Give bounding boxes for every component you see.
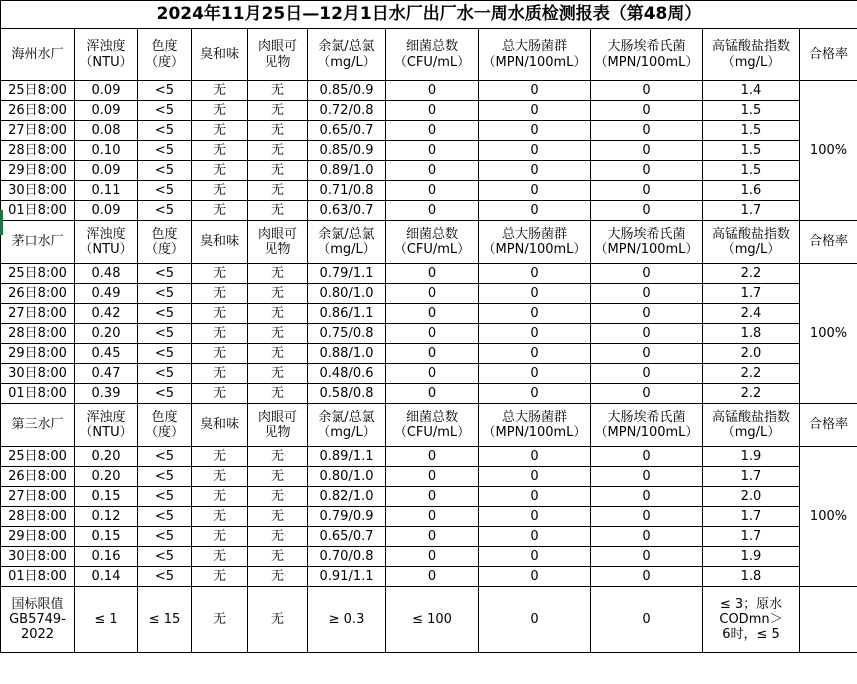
- section-0-row-4-e-coli: 0: [591, 161, 703, 181]
- section-1-header-bacteria-count: 细菌总数 （CFU/mL）: [386, 221, 479, 264]
- section-1-row-0-odor-taste: 无: [192, 264, 248, 284]
- section-0-row-5-total-coliform: 0: [479, 181, 591, 201]
- section-1-row-5-time: 30日8:00: [1, 364, 75, 384]
- section-1-row-1-color: <5: [138, 284, 192, 304]
- section-1-row-0-visible-matter: 无: [248, 264, 308, 284]
- section-2-row-3-color: <5: [138, 507, 192, 527]
- section-0-row-4-permanganate-index: 1.5: [703, 161, 800, 181]
- section-1-row-6-e-coli: 0: [591, 384, 703, 404]
- section-1-row-2-bacteria-count: 0: [386, 304, 479, 324]
- section-2-row-4-visible-matter: 无: [248, 527, 308, 547]
- section-0-row-4-turbidity: 0.09: [75, 161, 138, 181]
- section-1-header-turbidity: 浑浊度 （NTU）: [75, 221, 138, 264]
- section-0-header-e-coli: 大肠埃希氏菌 （MPN/100mL）: [591, 29, 703, 81]
- section-0-row-3-color: <5: [138, 141, 192, 161]
- section-0-row-6-turbidity: 0.09: [75, 201, 138, 221]
- section-0-row-1-visible-matter: 无: [248, 101, 308, 121]
- section-2-row-3-permanganate-index: 1.7: [703, 507, 800, 527]
- section-0-header-bacteria-count: 细菌总数 （CFU/mL）: [386, 29, 479, 81]
- section-1-row-4-residual-chlorine: 0.88/1.0: [308, 344, 386, 364]
- section-1-row-4-odor-taste: 无: [192, 344, 248, 364]
- limit-color: ≤ 15: [138, 587, 192, 653]
- limit-residual-chlorine: ≥ 0.3: [308, 587, 386, 653]
- limit-odor-taste: 无: [192, 587, 248, 653]
- section-2-row-1-odor-taste: 无: [192, 467, 248, 487]
- section-1-row-4-bacteria-count: 0: [386, 344, 479, 364]
- section-1-header-permanganate-index: 高锰酸盐指数 （mg/L）: [703, 221, 800, 264]
- section-1-row-1-total-coliform: 0: [479, 284, 591, 304]
- limit-total-coliform: 0: [479, 587, 591, 653]
- section-2-header-color: 色度 （度）: [138, 404, 192, 447]
- section-2-row-3-total-coliform: 0: [479, 507, 591, 527]
- section-1-row-1-time: 26日8:00: [1, 284, 75, 304]
- section-2-row-1-bacteria-count: 0: [386, 467, 479, 487]
- section-2-row-4-total-coliform: 0: [479, 527, 591, 547]
- section-0-row-1-odor-taste: 无: [192, 101, 248, 121]
- section-0-row-4-total-coliform: 0: [479, 161, 591, 181]
- section-0-header-visible-matter: 肉眼可 见物: [248, 29, 308, 81]
- section-0-row-3-time: 28日8:00: [1, 141, 75, 161]
- section-0-row-3-permanganate-index: 1.5: [703, 141, 800, 161]
- section-0-row-6-e-coli: 0: [591, 201, 703, 221]
- section-0-row-6-color: <5: [138, 201, 192, 221]
- section-1-row-3-e-coli: 0: [591, 324, 703, 344]
- section-2-row-4-color: <5: [138, 527, 192, 547]
- section-0-row-6-time: 01日8:00: [1, 201, 75, 221]
- section-0-row-2-e-coli: 0: [591, 121, 703, 141]
- section-0-plant-name: 海州水厂: [1, 29, 75, 81]
- section-1-row-3-turbidity: 0.20: [75, 324, 138, 344]
- section-0-row-0-bacteria-count: 0: [386, 81, 479, 101]
- section-1-row-0-bacteria-count: 0: [386, 264, 479, 284]
- section-2-row-2-permanganate-index: 2.0: [703, 487, 800, 507]
- section-1-header-residual-chlorine: 余氯/总氯 （mg/L）: [308, 221, 386, 264]
- section-0-row-0-residual-chlorine: 0.85/0.9: [308, 81, 386, 101]
- section-2-row-2-bacteria-count: 0: [386, 487, 479, 507]
- section-0-header-color: 色度 （度）: [138, 29, 192, 81]
- section-1-row-1-odor-taste: 无: [192, 284, 248, 304]
- section-0-row-2-visible-matter: 无: [248, 121, 308, 141]
- section-0-row-2-bacteria-count: 0: [386, 121, 479, 141]
- section-2-row-5-odor-taste: 无: [192, 547, 248, 567]
- section-0-row-1-turbidity: 0.09: [75, 101, 138, 121]
- section-2-row-5-e-coli: 0: [591, 547, 703, 567]
- section-1-row-3-bacteria-count: 0: [386, 324, 479, 344]
- section-2-row-4-turbidity: 0.15: [75, 527, 138, 547]
- section-1-row-4-time: 29日8:00: [1, 344, 75, 364]
- section-1-row-0-color: <5: [138, 264, 192, 284]
- section-2-row-5-residual-chlorine: 0.70/0.8: [308, 547, 386, 567]
- section-0-row-2-total-coliform: 0: [479, 121, 591, 141]
- section-0-row-0-total-coliform: 0: [479, 81, 591, 101]
- section-2-row-4-odor-taste: 无: [192, 527, 248, 547]
- section-1-row-2-e-coli: 0: [591, 304, 703, 324]
- section-2-header-odor-taste: 臭和味: [192, 404, 248, 447]
- section-0-row-5-residual-chlorine: 0.71/0.8: [308, 181, 386, 201]
- section-1-row-0-total-coliform: 0: [479, 264, 591, 284]
- section-2-row-6-e-coli: 0: [591, 567, 703, 587]
- section-1-row-3-visible-matter: 无: [248, 324, 308, 344]
- report-title: 2024年11月25日—12月1日水厂出厂水一周水质检测报表（第48周）: [1, 1, 857, 29]
- section-1-row-0-turbidity: 0.48: [75, 264, 138, 284]
- section-2-row-0-odor-taste: 无: [192, 447, 248, 467]
- section-0-row-4-bacteria-count: 0: [386, 161, 479, 181]
- section-0-row-0-turbidity: 0.09: [75, 81, 138, 101]
- section-2-row-2-color: <5: [138, 487, 192, 507]
- section-1-row-5-visible-matter: 无: [248, 364, 308, 384]
- section-2-row-2-turbidity: 0.15: [75, 487, 138, 507]
- section-1-row-4-turbidity: 0.45: [75, 344, 138, 364]
- section-2-row-1-turbidity: 0.20: [75, 467, 138, 487]
- section-2-row-1-visible-matter: 无: [248, 467, 308, 487]
- section-0-row-5-visible-matter: 无: [248, 181, 308, 201]
- section-1-row-4-e-coli: 0: [591, 344, 703, 364]
- section-0-row-1-time: 26日8:00: [1, 101, 75, 121]
- section-0-row-6-visible-matter: 无: [248, 201, 308, 221]
- section-1-row-0-residual-chlorine: 0.79/1.1: [308, 264, 386, 284]
- section-0-row-1-e-coli: 0: [591, 101, 703, 121]
- section-2-row-6-total-coliform: 0: [479, 567, 591, 587]
- section-0-row-4-color: <5: [138, 161, 192, 181]
- section-0-row-2-odor-taste: 无: [192, 121, 248, 141]
- section-2-header-visible-matter: 肉眼可 见物: [248, 404, 308, 447]
- section-0-row-3-odor-taste: 无: [192, 141, 248, 161]
- section-2-header-permanganate-index: 高锰酸盐指数 （mg/L）: [703, 404, 800, 447]
- section-1-row-6-odor-taste: 无: [192, 384, 248, 404]
- section-2-row-6-residual-chlorine: 0.91/1.1: [308, 567, 386, 587]
- section-1-row-2-turbidity: 0.42: [75, 304, 138, 324]
- section-1-row-3-residual-chlorine: 0.75/0.8: [308, 324, 386, 344]
- section-0-row-3-visible-matter: 无: [248, 141, 308, 161]
- limit-bacteria-count: ≤ 100: [386, 587, 479, 653]
- section-0-row-4-residual-chlorine: 0.89/1.0: [308, 161, 386, 181]
- section-0-row-1-permanganate-index: 1.5: [703, 101, 800, 121]
- section-1-row-4-visible-matter: 无: [248, 344, 308, 364]
- section-0-row-5-time: 30日8:00: [1, 181, 75, 201]
- section-1-row-3-total-coliform: 0: [479, 324, 591, 344]
- section-2-row-2-odor-taste: 无: [192, 487, 248, 507]
- section-0-row-6-odor-taste: 无: [192, 201, 248, 221]
- section-2-row-4-residual-chlorine: 0.65/0.7: [308, 527, 386, 547]
- section-1-header-e-coli: 大肠埃希氏菌 （MPN/100mL）: [591, 221, 703, 264]
- section-0-row-3-turbidity: 0.10: [75, 141, 138, 161]
- limit-pass-rate-empty: [800, 587, 857, 653]
- section-1-row-4-color: <5: [138, 344, 192, 364]
- section-0-row-3-bacteria-count: 0: [386, 141, 479, 161]
- section-2-row-2-e-coli: 0: [591, 487, 703, 507]
- section-0-row-5-odor-taste: 无: [192, 181, 248, 201]
- section-2-row-1-time: 26日8:00: [1, 467, 75, 487]
- section-0-row-1-residual-chlorine: 0.72/0.8: [308, 101, 386, 121]
- section-0-row-3-e-coli: 0: [591, 141, 703, 161]
- section-0-row-6-total-coliform: 0: [479, 201, 591, 221]
- section-2-row-0-permanganate-index: 1.9: [703, 447, 800, 467]
- section-1-row-6-visible-matter: 无: [248, 384, 308, 404]
- section-2-row-0-bacteria-count: 0: [386, 447, 479, 467]
- section-1-row-6-turbidity: 0.39: [75, 384, 138, 404]
- section-1-row-5-residual-chlorine: 0.48/0.6: [308, 364, 386, 384]
- section-2-row-5-turbidity: 0.16: [75, 547, 138, 567]
- section-1-row-3-odor-taste: 无: [192, 324, 248, 344]
- section-2-pass-rate: 100%: [800, 447, 857, 587]
- section-1-row-3-time: 28日8:00: [1, 324, 75, 344]
- section-2-row-3-visible-matter: 无: [248, 507, 308, 527]
- section-1-row-6-total-coliform: 0: [479, 384, 591, 404]
- section-0-row-3-residual-chlorine: 0.85/0.9: [308, 141, 386, 161]
- section-2-row-2-visible-matter: 无: [248, 487, 308, 507]
- section-1-row-1-permanganate-index: 1.7: [703, 284, 800, 304]
- section-1-row-2-residual-chlorine: 0.86/1.1: [308, 304, 386, 324]
- section-1-row-5-odor-taste: 无: [192, 364, 248, 384]
- section-0-row-0-e-coli: 0: [591, 81, 703, 101]
- section-2-row-0-color: <5: [138, 447, 192, 467]
- section-1-row-6-color: <5: [138, 384, 192, 404]
- limit-visible-matter: 无: [248, 587, 308, 653]
- section-0-row-0-color: <5: [138, 81, 192, 101]
- section-1-row-2-permanganate-index: 2.4: [703, 304, 800, 324]
- section-0-row-2-permanganate-index: 1.5: [703, 121, 800, 141]
- section-0-header-residual-chlorine: 余氯/总氯 （mg/L）: [308, 29, 386, 81]
- section-2-row-6-bacteria-count: 0: [386, 567, 479, 587]
- section-2-row-6-turbidity: 0.14: [75, 567, 138, 587]
- section-0-row-5-permanganate-index: 1.6: [703, 181, 800, 201]
- section-2-row-3-residual-chlorine: 0.79/0.9: [308, 507, 386, 527]
- section-1-row-5-turbidity: 0.47: [75, 364, 138, 384]
- section-2-row-6-color: <5: [138, 567, 192, 587]
- section-1-row-5-total-coliform: 0: [479, 364, 591, 384]
- section-1-header-color: 色度 （度）: [138, 221, 192, 264]
- section-2-row-4-permanganate-index: 1.7: [703, 527, 800, 547]
- section-0-row-4-visible-matter: 无: [248, 161, 308, 181]
- section-1-row-1-turbidity: 0.49: [75, 284, 138, 304]
- section-0-row-6-permanganate-index: 1.7: [703, 201, 800, 221]
- section-2-header-bacteria-count: 细菌总数 （CFU/mL）: [386, 404, 479, 447]
- section-1-row-6-time: 01日8:00: [1, 384, 75, 404]
- section-1-row-1-visible-matter: 无: [248, 284, 308, 304]
- section-2-row-0-turbidity: 0.20: [75, 447, 138, 467]
- section-2-row-1-color: <5: [138, 467, 192, 487]
- section-0-row-6-bacteria-count: 0: [386, 201, 479, 221]
- section-2-row-0-time: 25日8:00: [1, 447, 75, 467]
- section-2-row-3-bacteria-count: 0: [386, 507, 479, 527]
- section-1-row-2-time: 27日8:00: [1, 304, 75, 324]
- section-0-row-5-e-coli: 0: [591, 181, 703, 201]
- section-2-row-2-total-coliform: 0: [479, 487, 591, 507]
- section-0-row-3-total-coliform: 0: [479, 141, 591, 161]
- cell-selection-accent: [0, 210, 3, 235]
- section-2-row-4-bacteria-count: 0: [386, 527, 479, 547]
- section-2-row-3-time: 28日8:00: [1, 507, 75, 527]
- section-0-row-6-residual-chlorine: 0.63/0.7: [308, 201, 386, 221]
- section-2-row-1-residual-chlorine: 0.80/1.0: [308, 467, 386, 487]
- section-1-row-3-permanganate-index: 1.8: [703, 324, 800, 344]
- section-2-header-turbidity: 浑浊度 （NTU）: [75, 404, 138, 447]
- limit-permanganate-index: ≤ 3；原水 CODmn＞ 6时，≤ 5: [703, 587, 800, 653]
- section-1-row-6-residual-chlorine: 0.58/0.8: [308, 384, 386, 404]
- section-0-row-1-bacteria-count: 0: [386, 101, 479, 121]
- section-0-row-2-time: 27日8:00: [1, 121, 75, 141]
- section-2-row-4-e-coli: 0: [591, 527, 703, 547]
- section-2-header-pass-rate: 合格率: [800, 404, 857, 447]
- section-1-row-2-color: <5: [138, 304, 192, 324]
- section-2-row-2-residual-chlorine: 0.82/1.0: [308, 487, 386, 507]
- section-0-row-5-bacteria-count: 0: [386, 181, 479, 201]
- section-1-row-4-total-coliform: 0: [479, 344, 591, 364]
- section-0-row-0-permanganate-index: 1.4: [703, 81, 800, 101]
- section-2-row-0-visible-matter: 无: [248, 447, 308, 467]
- section-2-row-5-time: 30日8:00: [1, 547, 75, 567]
- section-2-row-4-time: 29日8:00: [1, 527, 75, 547]
- section-1-row-2-visible-matter: 无: [248, 304, 308, 324]
- section-1-row-1-residual-chlorine: 0.80/1.0: [308, 284, 386, 304]
- section-2-row-2-time: 27日8:00: [1, 487, 75, 507]
- section-2-row-5-bacteria-count: 0: [386, 547, 479, 567]
- section-1-row-3-color: <5: [138, 324, 192, 344]
- section-0-row-4-odor-taste: 无: [192, 161, 248, 181]
- limit-turbidity: ≤ 1: [75, 587, 138, 653]
- section-2-row-5-visible-matter: 无: [248, 547, 308, 567]
- section-2-row-3-e-coli: 0: [591, 507, 703, 527]
- section-1-header-visible-matter: 肉眼可 见物: [248, 221, 308, 264]
- section-1-row-5-bacteria-count: 0: [386, 364, 479, 384]
- section-2-plant-name: 第三水厂: [1, 404, 75, 447]
- section-2-row-1-total-coliform: 0: [479, 467, 591, 487]
- section-2-row-0-residual-chlorine: 0.89/1.1: [308, 447, 386, 467]
- section-2-row-0-e-coli: 0: [591, 447, 703, 467]
- section-0-row-0-odor-taste: 无: [192, 81, 248, 101]
- section-1-row-2-odor-taste: 无: [192, 304, 248, 324]
- section-2-header-residual-chlorine: 余氯/总氯 （mg/L）: [308, 404, 386, 447]
- section-0-row-5-turbidity: 0.11: [75, 181, 138, 201]
- section-1-row-1-e-coli: 0: [591, 284, 703, 304]
- section-2-header-total-coliform: 总大肠菌群 （MPN/100mL）: [479, 404, 591, 447]
- section-1-row-4-permanganate-index: 2.0: [703, 344, 800, 364]
- section-2-row-5-total-coliform: 0: [479, 547, 591, 567]
- section-0-row-1-total-coliform: 0: [479, 101, 591, 121]
- section-0-row-2-turbidity: 0.08: [75, 121, 138, 141]
- section-0-row-5-color: <5: [138, 181, 192, 201]
- section-0-header-turbidity: 浑浊度 （NTU）: [75, 29, 138, 81]
- section-0-row-2-residual-chlorine: 0.65/0.7: [308, 121, 386, 141]
- section-2-row-5-color: <5: [138, 547, 192, 567]
- section-1-header-odor-taste: 臭和味: [192, 221, 248, 264]
- section-1-row-5-color: <5: [138, 364, 192, 384]
- section-2-row-0-total-coliform: 0: [479, 447, 591, 467]
- national-standard-label: 国标限值 GB5749- 2022: [1, 587, 75, 653]
- section-0-row-0-time: 25日8:00: [1, 81, 75, 101]
- section-2-row-6-visible-matter: 无: [248, 567, 308, 587]
- section-0-pass-rate: 100%: [800, 81, 857, 221]
- section-1-row-0-e-coli: 0: [591, 264, 703, 284]
- section-1-header-pass-rate: 合格率: [800, 221, 857, 264]
- section-0-row-1-color: <5: [138, 101, 192, 121]
- section-2-row-6-time: 01日8:00: [1, 567, 75, 587]
- section-1-header-total-coliform: 总大肠菌群 （MPN/100mL）: [479, 221, 591, 264]
- section-2-row-5-permanganate-index: 1.9: [703, 547, 800, 567]
- section-2-row-1-e-coli: 0: [591, 467, 703, 487]
- section-0-header-total-coliform: 总大肠菌群 （MPN/100mL）: [479, 29, 591, 81]
- section-1-row-6-permanganate-index: 2.2: [703, 384, 800, 404]
- section-2-row-6-odor-taste: 无: [192, 567, 248, 587]
- section-1-row-1-bacteria-count: 0: [386, 284, 479, 304]
- section-0-row-4-time: 29日8:00: [1, 161, 75, 181]
- section-0-row-0-visible-matter: 无: [248, 81, 308, 101]
- section-2-row-6-permanganate-index: 1.8: [703, 567, 800, 587]
- section-1-row-5-permanganate-index: 2.2: [703, 364, 800, 384]
- section-1-row-2-total-coliform: 0: [479, 304, 591, 324]
- section-2-row-3-odor-taste: 无: [192, 507, 248, 527]
- section-0-header-odor-taste: 臭和味: [192, 29, 248, 81]
- section-1-row-0-permanganate-index: 2.2: [703, 264, 800, 284]
- section-0-header-permanganate-index: 高锰酸盐指数 （mg/L）: [703, 29, 800, 81]
- section-1-plant-name: 茅口水厂: [1, 221, 75, 264]
- section-1-row-6-bacteria-count: 0: [386, 384, 479, 404]
- section-1-row-0-time: 25日8:00: [1, 264, 75, 284]
- section-2-header-e-coli: 大肠埃希氏菌 （MPN/100mL）: [591, 404, 703, 447]
- section-1-pass-rate: 100%: [800, 264, 857, 404]
- section-0-header-pass-rate: 合格率: [800, 29, 857, 81]
- section-1-row-5-e-coli: 0: [591, 364, 703, 384]
- section-2-row-3-turbidity: 0.12: [75, 507, 138, 527]
- section-0-row-2-color: <5: [138, 121, 192, 141]
- section-2-row-1-permanganate-index: 1.7: [703, 467, 800, 487]
- limit-e-coli: 0: [591, 587, 703, 653]
